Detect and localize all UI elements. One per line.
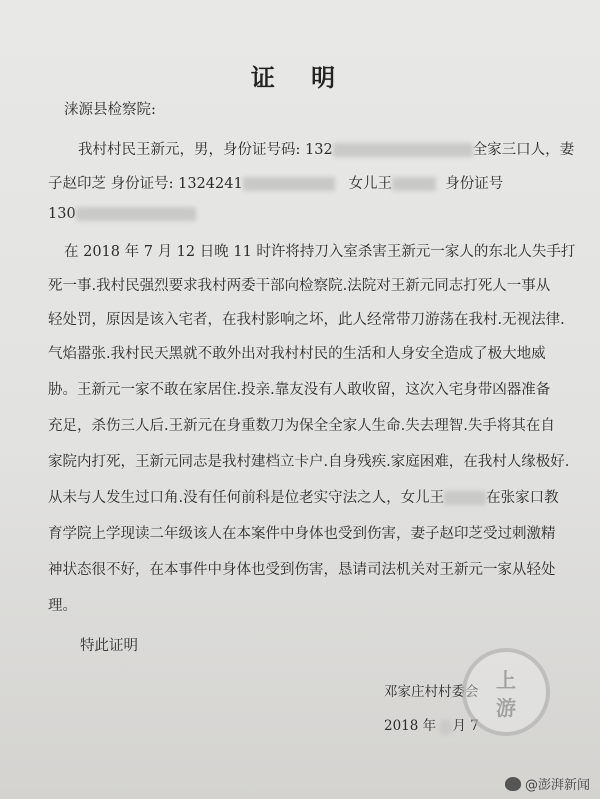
- redacted-block: [440, 720, 452, 734]
- body-line: 理。: [48, 598, 77, 614]
- date: [384, 714, 479, 734]
- signature: 邓家庄村村委会: [384, 684, 479, 700]
- redacted-block: [444, 491, 486, 505]
- watermark-logo-icon: [462, 648, 550, 736]
- body-text: 130: [48, 206, 76, 222]
- redacted-block: [333, 143, 473, 157]
- stamp-char: 上: [496, 668, 516, 692]
- body-text: 从未与人发生过口角.没有任何前科是位老实守法之人，女儿王: [48, 490, 445, 506]
- redacted-block: [243, 177, 335, 191]
- weibo-icon: [505, 777, 521, 791]
- body-line: 气焰嚣张.我村民天黑就不敢外出对我村村民的生活和人身安全造成了极大地威: [48, 346, 546, 362]
- body-text: 身份证号: [445, 176, 504, 192]
- source-watermark: [505, 774, 590, 793]
- redacted-block: [76, 207, 196, 221]
- date-year: 2018 年: [384, 718, 441, 734]
- body-line: [48, 486, 559, 507]
- body-line: 家院内打死，王新元同志是我村建档立卡户.自身残疾.家庭困难，在我村人缘极好.: [48, 454, 570, 470]
- body-line: [78, 138, 574, 159]
- body-line: [48, 172, 503, 193]
- body-line: 死一事.我村民强烈要求我村两委干部向检察院.法院对王新元同志打死人一事从: [48, 278, 551, 294]
- body-line: 充足，杀伤三人后.王新元在身重数刀为保全全家人生命.失去理智.失手将其在自: [48, 418, 555, 434]
- document-title: 证 明: [250, 63, 350, 92]
- body-text: 我村村民王新元，男，身份证号码: 132: [78, 142, 333, 158]
- body-line: 神状态很不好，在本事件中身体也受到伤害，恳请司法机关对王新元一家从轻处: [48, 562, 556, 578]
- body-text: 全家三口人，妻: [472, 142, 575, 158]
- addressee: 涞源县检察院:: [64, 102, 156, 118]
- body-line: [48, 206, 196, 222]
- body-text: 子赵印芝 身份证号: 1324241: [48, 176, 243, 192]
- body-line: 轻处罚，原因是该入宅者，在我村影响之坏，此人经常带刀游荡在我村.无视法律.: [48, 312, 565, 328]
- body-line: 在 2018 年 7 月 12 日晚 11 时许将持刀入室杀害王新元一家人的东北人失手打: [64, 244, 576, 260]
- closing-text: 特此证明: [80, 638, 138, 654]
- body-line: 胁。王新元一家不敢在家居住.投亲.靠友没有人敢收留，这次入宅身带凶器准备: [48, 382, 551, 398]
- date-tail: 月 7: [452, 718, 479, 734]
- body-text: 在张家口教: [486, 490, 559, 506]
- stamp-char: 游: [496, 696, 516, 720]
- watermark-text: @澎湃新闻: [524, 778, 590, 793]
- redacted-block: [392, 177, 436, 191]
- body-text: 女儿王: [348, 176, 393, 192]
- body-line: 育学院上学现读二年级该人在本案件中身体也受到伤害，妻子赵印芝受过刺激精: [48, 526, 556, 542]
